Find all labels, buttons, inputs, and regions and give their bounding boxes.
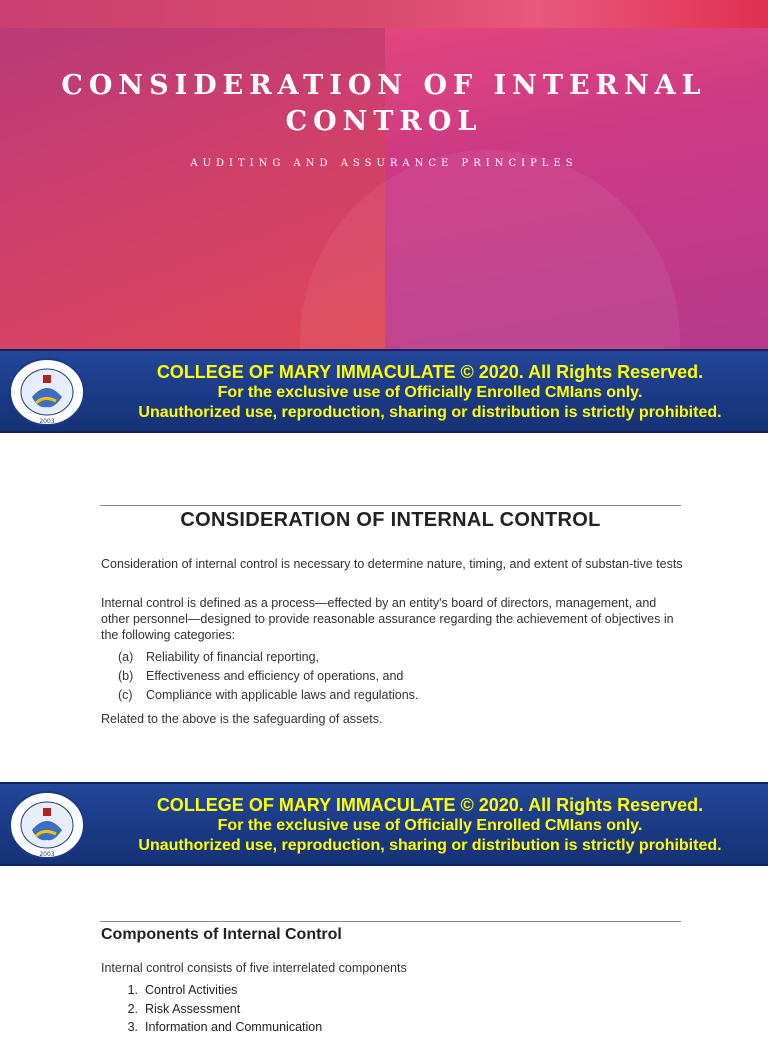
slide-top-strip bbox=[0, 0, 768, 28]
list-item: (a) Reliability of financial reporting, bbox=[118, 650, 320, 664]
copyright-line: COLLEGE OF MARY IMMACULATE © 2020. All Rights Reserved. bbox=[156, 795, 704, 815]
list-item: (c) Compliance with applicable laws and regulations. bbox=[118, 688, 419, 702]
copyright-line: COLLEGE OF MARY IMMACULATE © 2020. All Rights Reserved. bbox=[156, 362, 704, 382]
heading-rule bbox=[100, 921, 681, 922]
section-heading: Components of Internal Control bbox=[101, 926, 342, 943]
title-slide bbox=[0, 0, 768, 349]
svg-text:2003: 2003 bbox=[39, 851, 55, 858]
page-heading: CONSIDERATION OF INTERNAL CONTROL bbox=[180, 509, 601, 531]
college-seal-icon bbox=[8, 357, 86, 427]
slide-subtitle: AUDITING AND ASSURANCE PRINCIPLES bbox=[190, 158, 578, 169]
heading-rule bbox=[100, 505, 681, 506]
paragraph: Consideration of internal control is necessary to determine nature, timing, and extent of substan-tive tests bbox=[101, 557, 683, 571]
copyright-banner bbox=[0, 782, 768, 866]
slide-title: CONSIDERATION OF INTERNAL CONTROL bbox=[61, 70, 707, 137]
usage-line: For the exclusive use of Officially Enrolled CMIans only. bbox=[217, 384, 643, 401]
paragraph: Internal control consists of five interrelated components bbox=[101, 961, 407, 975]
slide-decorative-arc bbox=[300, 150, 680, 530]
paragraph: Related to the above is the safeguarding of assets. bbox=[101, 712, 383, 726]
prohibition-line: Unauthorized use, reproduction, sharing or distribution is strictly prohibited. bbox=[138, 404, 722, 421]
list-item: (b) Effectiveness and efficiency of operations, and bbox=[118, 669, 404, 683]
prohibition-line: Unauthorized use, reproduction, sharing or distribution is strictly prohibited. bbox=[138, 837, 722, 854]
svg-text:2003: 2003 bbox=[39, 418, 55, 425]
usage-line: For the exclusive use of Officially Enrolled CMIans only. bbox=[217, 817, 643, 834]
objectives-list bbox=[118, 650, 678, 707]
paragraph: Internal control is defined as a process—effected by an entity's board of directors, management, and other personnel—designed to provide reasonable assurance regarding the achievement of objectives in the following categories: bbox=[101, 596, 674, 642]
copyright-banner bbox=[0, 349, 768, 433]
college-seal-icon bbox=[8, 790, 86, 860]
